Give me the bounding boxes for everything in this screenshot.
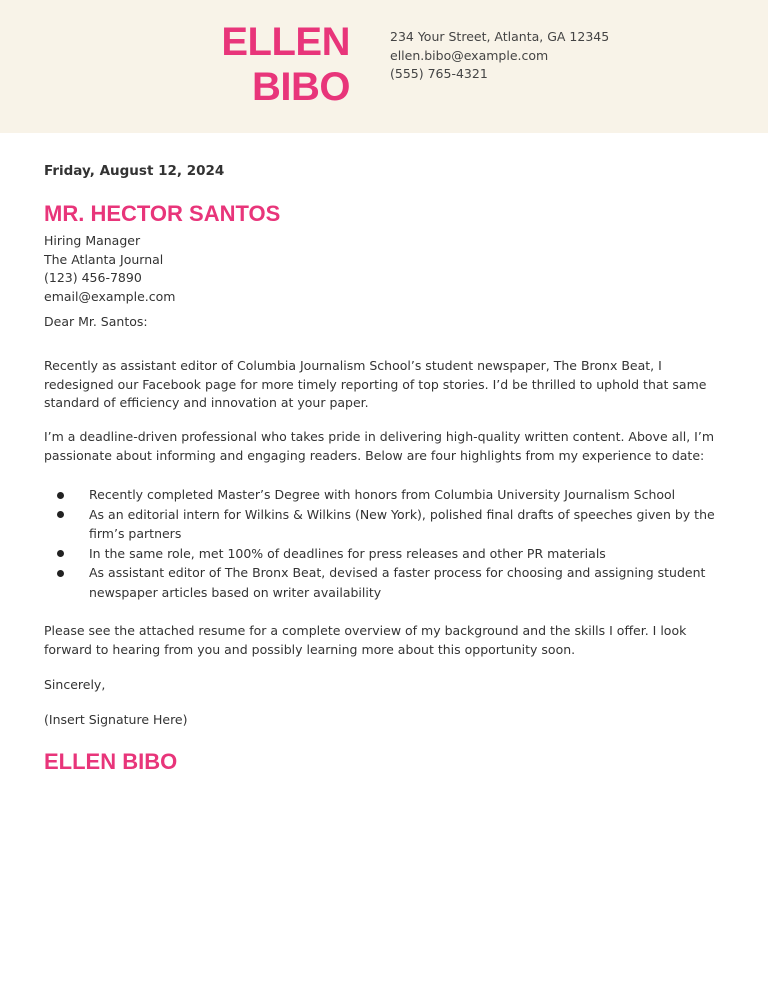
list-item xyxy=(44,544,734,564)
recipient-company: The Atlanta Journal xyxy=(44,251,164,267)
closing: Sincerely, xyxy=(44,677,106,692)
bullet-icon xyxy=(57,550,64,557)
recipient-details xyxy=(44,232,175,306)
salutation: Dear Mr. Santos: xyxy=(44,314,148,329)
highlights-list xyxy=(44,485,734,602)
list-item xyxy=(44,563,734,602)
paragraph-experience: I’m a deadline-driven professional who takes pride in delivering high-quality written content. Above all, I’m passionate about informing and engaging readers. Below are four highlights from my experience to date: xyxy=(44,429,714,463)
contact-phone: (555) 765-4321 xyxy=(390,66,488,81)
header-band xyxy=(0,0,768,133)
list-item xyxy=(44,505,734,544)
contact-address: 234 Your Street, Atlanta, GA 12345 xyxy=(390,29,610,44)
list-item xyxy=(44,485,734,505)
highlight-text: As assistant editor of The Bronx Beat, devised a faster process for choosing and assigning student newspaper articles based on writer availability xyxy=(89,565,706,600)
signature-placeholder: (Insert Signature Here) xyxy=(44,712,188,727)
applicant-name xyxy=(221,20,350,110)
applicant-last-name: BIBO xyxy=(252,65,350,109)
letter-date: Friday, August 12, 2024 xyxy=(44,163,225,179)
recipient-title: Hiring Manager xyxy=(44,233,141,248)
highlight-text: As an editorial intern for Wilkins & Wilkins (New York), polished final drafts of speeches given by the firm’s partners xyxy=(89,506,715,541)
bullet-icon xyxy=(57,492,64,499)
signoff-name: ELLEN BIBO xyxy=(44,749,178,774)
recipient-phone: (123) 456-7890 xyxy=(44,270,142,285)
bullet-icon xyxy=(57,511,64,518)
paragraph-intro: Recently as assistant editor of Columbia Journalism School’s student newspaper, The Bronx Beat, I redesigned our Facebook page for more timely reporting of top stories. I’d be thrilled to uphold that same standard of efficiency and innovation at your paper. xyxy=(44,358,707,410)
recipient-email: email@example.com xyxy=(44,288,176,304)
highlight-text: Recently completed Master’s Degree with honors from Columbia University Journalism School xyxy=(89,487,676,502)
highlight-text: In the same role, met 100% of deadlines for press releases and other PR materials xyxy=(89,545,606,561)
recipient-name: MR. HECTOR SANTOS xyxy=(44,201,281,226)
bullet-icon xyxy=(57,570,64,577)
applicant-first-name: ELLEN xyxy=(221,20,350,64)
contact-info xyxy=(390,28,609,84)
contact-email: ellen.bibo@example.com xyxy=(390,47,549,63)
paragraph-closing: Please see the attached resume for a complete overview of my background and the skills I offer. I look forward to hearing from you and possibly learning more about this opportunity soon. xyxy=(44,623,687,657)
